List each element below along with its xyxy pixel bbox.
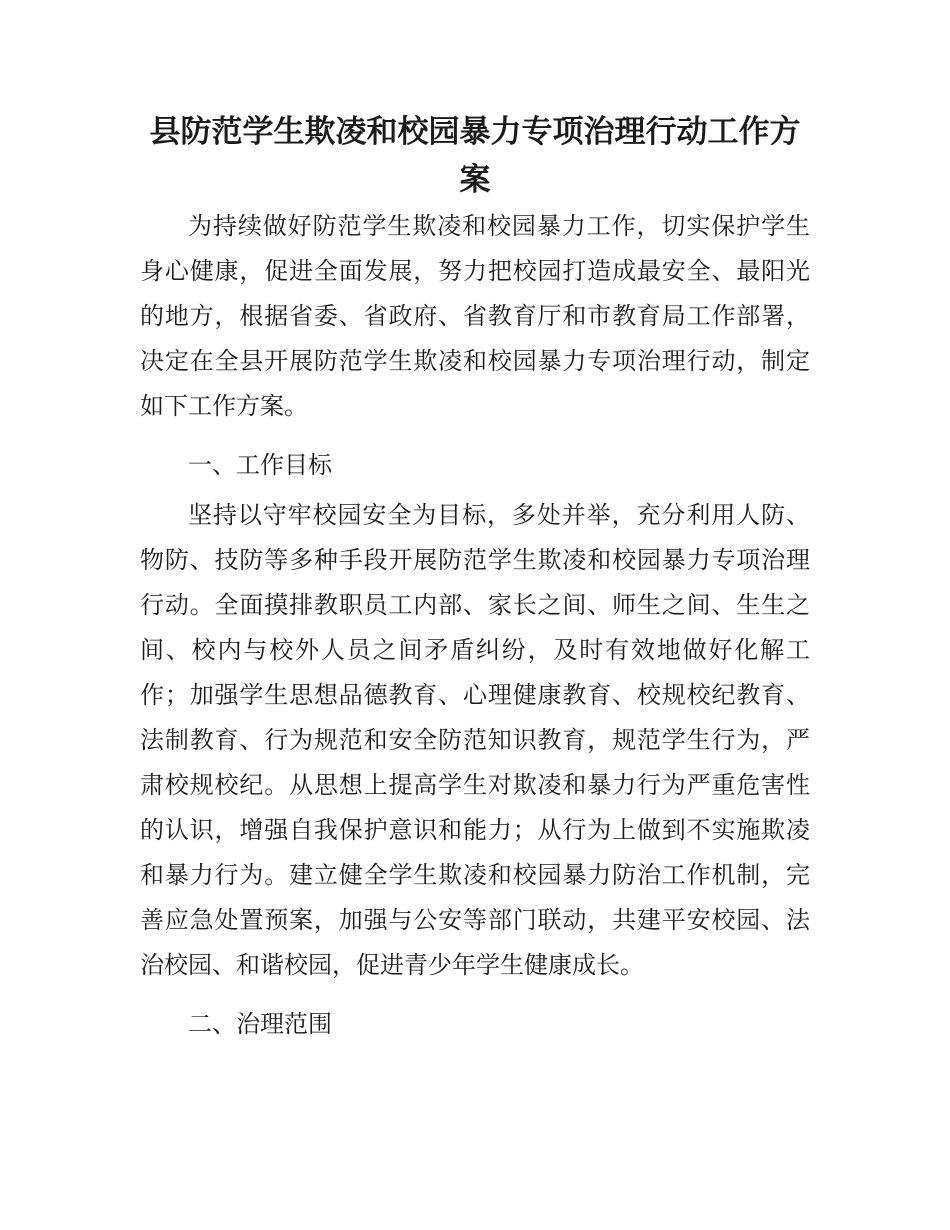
body-paragraph-1: 坚持以守牢校园安全为目标，多处并举，充分利用人防、物防、技防等多种手段开展防范学生欺凌和校园暴力专项治理行动。全面摸排教职员工内部、家长之间、师生之间、生生之间、校内与校外人员之间矛盾纠纷，及时有效地做好化解工作；加强学生思想品德教育、心理健康教育、校规校纪教育、法制教育、行为规范和安全防范知识教育，规范学生行为，严肃校规校纪。从思想上提高学生对欺凌和暴力行为严重危害性的认识，增强自我保护意识和能力；从行为上做到不实施欺凌和暴力行为。建立健全学生欺凌和校园暴力防治工作机制，完善应急处置预案，加强与公安等部门联动，共建平安校园、法治校园、和谐校园，促进青少年学生健康成长。 — [140, 502, 810, 979]
intro-paragraph: 为持续做好防范学生欺凌和校园暴力工作，切实保护学生身心健康，促进全面发展，努力把校园打造成最安全、最阳光的地方，根据省委、省政府、省教育厅和市教育局工作部署，决定在全县开展防范学生欺凌和校园暴力专项治理行动，制定如下工作方案。 — [140, 213, 810, 420]
section-heading-1: 一、工作目标 — [188, 452, 332, 479]
document-title: 县防范学生欺凌和校园暴力专项治理行动工作方案 — [149, 114, 801, 197]
section-heading-2: 二、治理范围 — [188, 1011, 332, 1038]
